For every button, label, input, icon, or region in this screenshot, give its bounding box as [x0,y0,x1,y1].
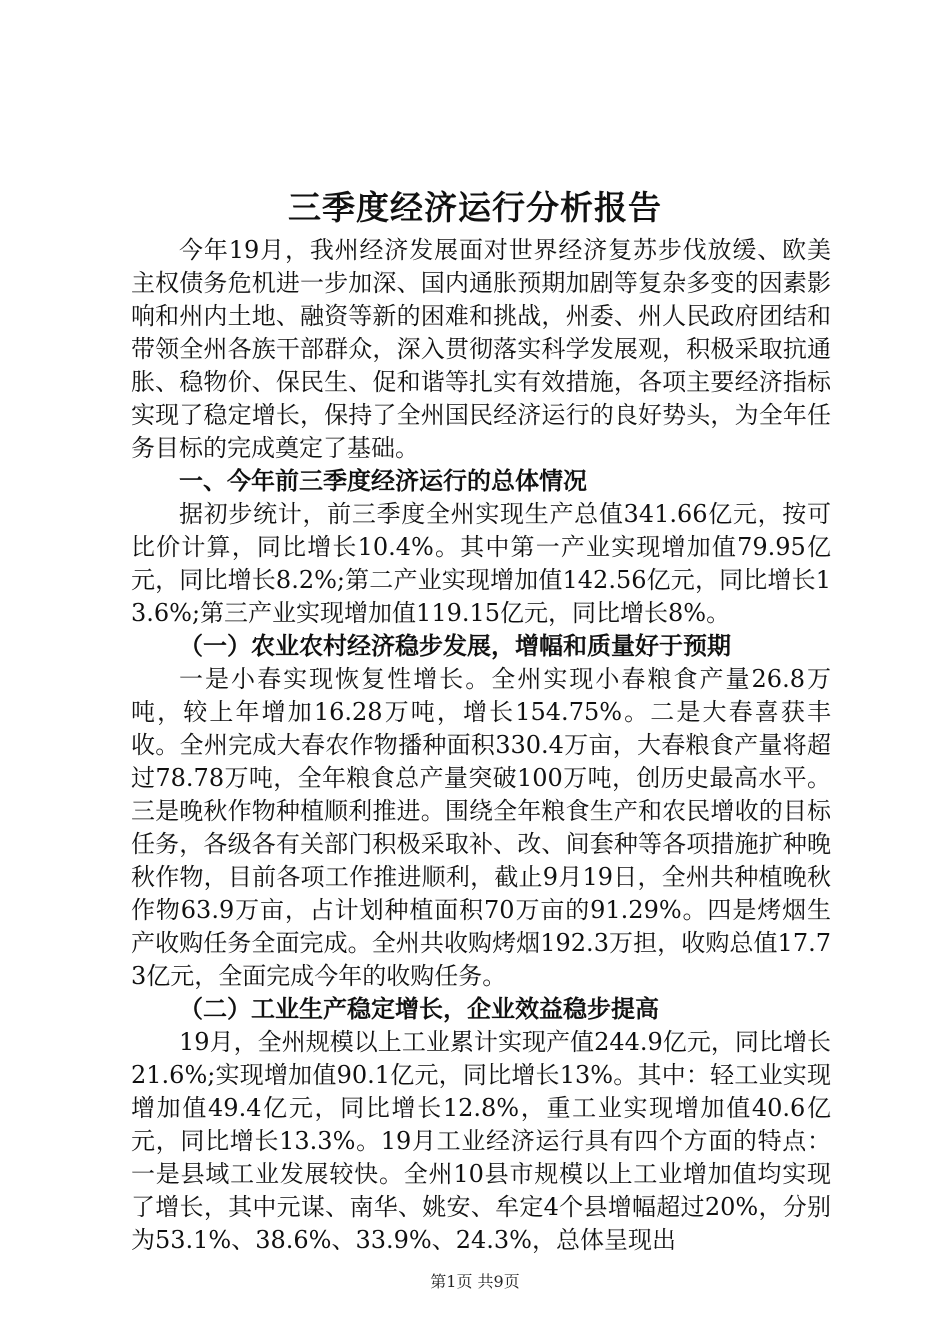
document-title: 三季度经济运行分析报告 [288,188,662,227]
page-footer: 第1页 共9页 [430,1272,520,1291]
paragraph-industry: 19月，全州规模以上工业累计实现产值244.9亿元，同比增长21.6%;实现增加值90.1亿元，同比增长13%。其中：轻工业实现增加值49.4亿元，同比增长12.8%，重工业实现增加值40.6亿元，同比增长13.3%。19月工业经济运行具有四个方面的特点：一是县域工业发展较快。全州10县市规模以上工业增加值均实现了增长，其中元谋、南华、姚安、牟定4个县增幅超过20%，分别为53.1%、38.6%、33.9%、24.3%，总体呈现出 [131,1028,831,1254]
subsection-heading-industry: （二）工业生产稳定增长，企业效益稳步提高 [179,995,659,1023]
paragraph-gdp-summary: 据初步统计，前三季度全州实现生产总值341.66亿元，按可比价计算，同比增长10.4%。其中第一产业实现增加值79.95亿元，同比增长8.2%;第二产业实现增加值142.56亿元，同比增长13.6%;第三产业实现增加值119.15亿元，同比增长8%。 [131,500,831,627]
paragraph-intro: 今年19月，我州经济发展面对世界经济复苏步伐放缓、欧美主权债务危机进一步加深、国内通胀预期加剧等复杂多变的因素影响和州内土地、融资等新的困难和挑战，州委、州人民政府团结和带领全州各族干部群众，深入贯彻落实科学发展观，积极采取抗通胀、稳物价、保民生、促和谐等扎实有效措施，各项主要经济指标实现了稳定增长，保持了全州国民经济运行的良好势头，为全年任务目标的完成奠定了基础。 [131,236,831,462]
paragraph-agriculture: 一是小春实现恢复性增长。全州实现小春粮食产量26.8万吨，较上年增加16.28万吨，增长154.75%。二是大春喜获丰收。全州完成大春农作物播种面积330.4万亩，大春粮食产量将超过78.78万吨，全年粮食总产量突破100万吨，创历史最高水平。三是晚秋作物种植顺利推进。围绕全年粮食生产和农民增收的目标任务，各级各有关部门积极采取补、改、间套种等各项措施扩种晚秋作物，目前各项工作推进顺利，截止9月19日，全州共种植晚秋作物63.9万亩，占计划种植面积70万亩的91.29%。四是烤烟生产收购任务全面完成。全州共收购烤烟192.3万担，收购总值17.73亿元，全面完成今年的收购任务。 [131,665,831,990]
section-heading-overview: 一、今年前三季度经济运行的总体情况 [179,467,587,495]
subsection-heading-agriculture: （一）农业农村经济稳步发展，增幅和质量好于预期 [179,632,731,660]
document-body [131,234,831,1257]
